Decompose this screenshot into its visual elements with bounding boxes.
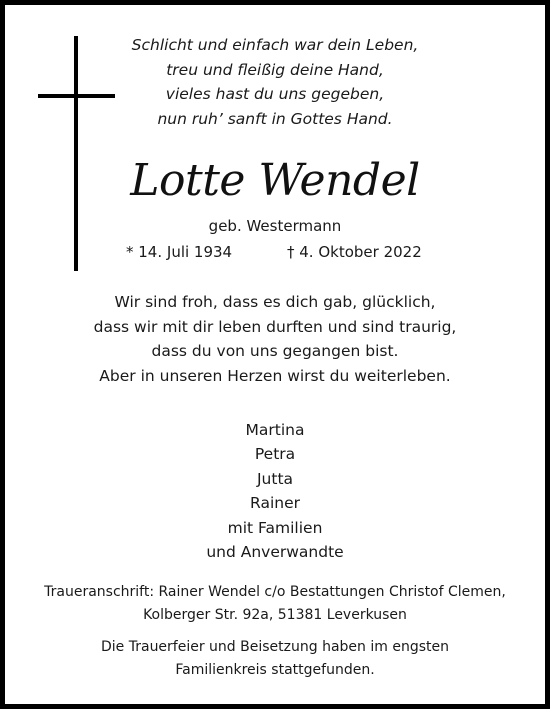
cross-vertical-bar <box>74 36 78 271</box>
message-line: Aber in unseren Herzen wirst du weiterleben. <box>99 366 451 385</box>
birth-date: * 14. Juli 1934 <box>126 243 233 261</box>
message-line: dass du von uns gegangen bist. <box>151 342 399 360</box>
message-line: Wir sind froh, dass es dich gab, glücklich, <box>114 293 436 311</box>
family-member: Martina <box>245 421 305 439</box>
poem-line: nun ruh’ sanft in Gottes Hand. <box>157 109 393 128</box>
farewell-message <box>60 290 490 388</box>
family-member: mit Familien <box>227 518 323 537</box>
ceremony-note <box>60 636 490 682</box>
death-date: † 4. Oktober 2022 <box>287 243 422 261</box>
address-line: Kolberger Str. 92a, 51381 Leverkusen <box>143 607 407 623</box>
maiden-name: geb. Westermann <box>208 217 342 235</box>
ceremony-line: Die Trauerfeier und Beisetzung haben im engsten <box>101 639 449 655</box>
ceremony-line: Familienkreis stattgefunden. <box>175 662 375 678</box>
family-member: und Anverwandte <box>206 543 344 562</box>
message-line: dass wir mit dir leben durften und sind traurig, <box>93 317 457 336</box>
poem-line: vieles hast du uns gegeben, <box>165 85 385 103</box>
cross-horizontal-bar <box>38 94 115 98</box>
mourning-address <box>30 581 520 627</box>
family-member: Jutta <box>256 469 294 488</box>
address-line: Traueranschrift: Rainer Wendel c/o Bestattungen Christof Clemen, <box>44 584 506 600</box>
poem <box>125 33 425 131</box>
poem-line: Schlicht und einfach war dein Leben, <box>131 36 419 54</box>
deceased-name: Lotte Wendel <box>130 155 420 206</box>
family-list <box>150 418 400 564</box>
family-member: Petra <box>254 445 296 464</box>
family-member: Rainer <box>250 494 300 513</box>
poem-line: treu und fleißig deine Hand, <box>166 60 384 79</box>
